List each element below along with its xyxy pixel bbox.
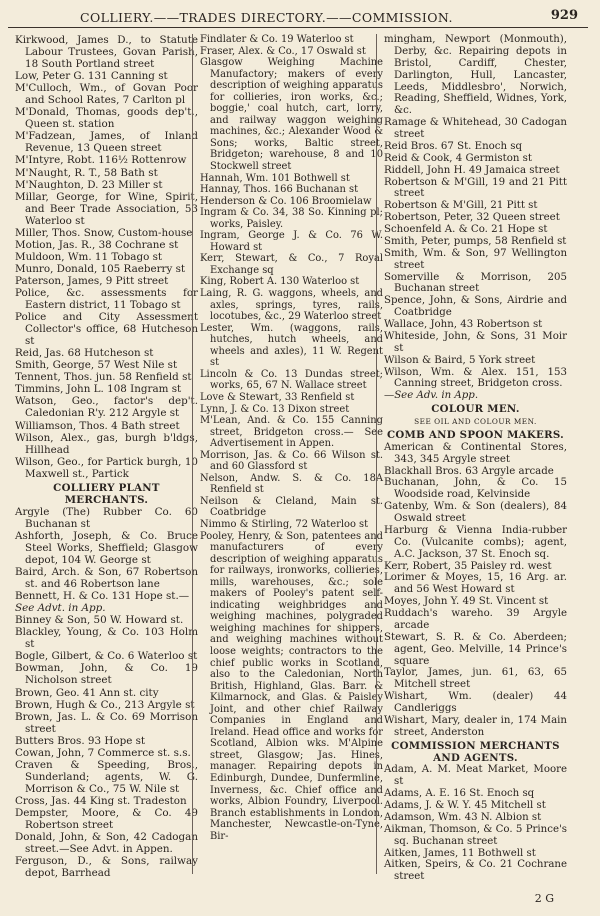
directory-entry: Morrison, Jas. & Co. 66 Wilson st. and 60 Glassford st [200,449,383,473]
directory-entry: M'Naught, R. T., 58 Bath st [15,166,158,179]
directory-entry: Ingram, George J. & Co. 76 W. Howard st [200,230,383,253]
directory-entry: Neilson & Cleland, Main st. Coatbridge [200,495,383,519]
directory-entry: Riddell, John H. 49 Jamaica street [384,164,560,176]
directory-entry: Glasgow Weighing Machine Manufactory; makers of every description of weighing apparatus for collieries, iron works, &c.; boggie,' coal hutch, cart, lorry, and railway waggon weighing machines, &c.; Alexander Wood & Sons; works, Baltic street, Bridgeton; warehouse, 8 and 10 Stockwell street [200,57,383,173]
directory-entry: Bennett, H. & Co. 131 Hope st.— [15,590,190,603]
directory-entry: Whiteside, John, & Sons, 31 Moir st [384,330,567,354]
directory-entry: Robertson & M'Gill, 19 and 21 Pitt street [384,176,567,200]
directory-entry: Donald, John, & Son, 42 Cadogan street.—See Advt. in Appen. [15,831,198,856]
directory-entry: Moyes, John Y. 49 St. Vincent st [384,596,549,608]
directory-entry: Hannah, Wm. 101 Bothwell st [200,172,350,184]
directory-entry: Pooley, Henry, & Son, patentees and manufacturers of every description of weighing apparatus for railways, ironworks, collieries, mills, warehouses, &c.; sole makers of Pooley's patent self-indicating weighbridges and weighing machines, polygraded weighing machines for shippers, and weighing machines without loose weights; contractors to the chief public works in Scotland, also to the Caledonian, North British, Highland, Glas. Barr. & Kilmarnock, and Glas. & Paisley Joint, and other chief Railway Companies in England and Ireland. Head office and works for Scotland, Albion wks. M'Alpine street, Glasgow; Jas. Hines, manager. Repairing depots in Edinburgh, Dundee, Dunfermline, Inverness, &c. Chief office and works, Albion Foundry, Liverpool. Branch establishments in London, Manchester, Newcastle-on-Tyne, Bir- [200,530,383,842]
directory-entry: M'Intyre, Robt. 116½ Rottenrow [15,154,187,167]
directory-entry: Muldoon, Wm. 11 Tobago st [15,250,163,263]
directory-entry: Taylor, James, jun. 61, 63, 65 Mitchell street [384,667,567,691]
directory-entry: Adamson, Wm. 43 N. Albion st [384,811,542,823]
advert-note: See Advt. in App. [15,602,106,615]
cross-reference: SEE OIL AND COLOUR MEN. [414,417,537,426]
section-heading: COLLIERY PLANT MERCHANTS. [53,481,160,506]
directory-entry: Wilson & Baird, 5 York street [384,354,536,366]
directory-entry: Miller, Thos. Snow, Custom-house [15,226,193,239]
directory-entry: Findlater & Co. 19 Waterloo st [200,34,354,45]
directory-entry: Nimmo & Stirling, 72 Waterloo st [200,518,369,530]
directory-entry: Blackley, Young, & Co. 103 Holm st [15,626,198,651]
directory-entry: Somerville & Morrison, 205 Buchanan street [384,271,567,295]
directory-entry: Motion, Jas. R., 38 Cochrane st [15,238,179,251]
directory-entry: Wilson, Alex., gas, burgh b'ldgs, Hillhead [15,431,198,456]
directory-entry: Schoenfeld A. & Co. 21 Hope st [384,224,548,235]
directory-entry: Love & Stewart, 33 Renfield st [200,391,355,403]
directory-entry: Robertson & M'Gill, 21 Pitt st [384,200,538,212]
directory-entry: Cross, Jas. 44 King st. Tradeston [15,794,187,807]
directory-entry: Paterson, James, 9 Pitt street [15,274,169,287]
directory-entry: Munro, Donald, 105 Raeberry st [15,262,186,275]
column-left [15,34,198,879]
directory-entry: Police, &c. assessments for Eastern district, 11 Tobago st [15,286,198,312]
column-middle [200,34,383,842]
directory-entry: Stewart, S. R. & Co. Aberdeen; agent, Geo. Melville, 14 Prince's square [384,631,567,667]
directory-entry: Ferguson, D., & Sons, railway depot, Barrhead [15,855,198,880]
directory-entry: mingham, Newport (Monmouth), Derby, &c. Repairing depots in Bristol, Cardiff, Chester, Darlington, Hull, Lancaster, Leeds, Middlesbro', Norwich, Reading, Sheffield, Widnes, York, &c. [384,34,567,117]
directory-entry: Gatenby, Wm. & Son (dealers), 84 Oswald street [384,501,567,524]
directory-entry: Lincoln & Co. 13 Dundas street; works, 65, 67 N. Wallace street [200,368,383,392]
directory-entry: Brown, Geo. 41 Ann st. city [15,686,159,699]
directory-entry: Buchanan, John, & Co. 15 Woodside road, Kelvinside [384,477,567,501]
directory-entry: Wishart, Mary, dealer in, 174 Main street, Anderston [384,714,567,738]
signature-mark: 2 G [534,892,554,905]
directory-entry: Blackhall Bros. 63 Argyle arcade [384,465,554,477]
directory-entry: Reid & Cook, 4 Germiston st [384,152,532,164]
directory-entry: Bowman, John, & Co. 19 Nicholson street [15,662,198,687]
directory-entry: Millar, George, for Wine, Spirit, and Beer Trade Association, 53 Waterloo st [15,190,198,227]
directory-entry: Smith, Wm. & Son, 97 Wellington street [384,247,567,271]
directory-entry: M'Naughton, D. 23 Miller st [15,178,163,191]
directory-entry: M'Lean, And. & Co. 155 Canning street, Bridgeton cross.— See Advertisement in Appen. [200,415,383,450]
directory-entry: Smith, George, 57 West Nile st [15,359,178,372]
directory-entry: Wallace, John, 43 Robertson st [384,319,543,330]
directory-entry: Aitken, Speirs, & Co. 21 Cochrane street [384,859,567,883]
directory-entry: Robertson, Peter, 32 Queen street [384,212,560,224]
directory-entry: Laing, R. G. waggons, wheels, and axles, springs, tyres, rails, locotubes, &c., 29 Waterloo street [200,288,383,323]
directory-entry: Williamson, Thos. 4 Bath street [15,419,180,432]
directory-entry: Tennent, Thos. jun. 58 Renfield st [15,371,192,384]
directory-entry: American & Continental Stores, 343, 345 Argyle street [384,441,567,465]
directory-entry: Wilson, Wm. & Alex. 151, 153 Canning street, Bridgeton cross. [384,366,567,390]
directory-entry: Wilson, Geo., for Partick burgh, 10 Maxwell st., Partick [15,455,198,480]
section-heading: COLOUR MEN. [431,403,520,416]
directory-entry: M'Fadzean, James, of Inland Revenue, 13 Queen street [15,130,198,155]
section-heading: COMMISSION MERCHANTS AND AGENTS. [391,739,560,764]
column-right [384,34,567,883]
column-divider [376,34,377,874]
directory-entry: Cowan, John, 7 Commerce st. s.s. [15,746,191,759]
directory-entry: King, Robert A. 130 Waterloo st [200,276,360,288]
directory-entry: Brown, Hugh & Co., 213 Argyle st [15,698,195,711]
directory-entry: Adam, A. M. Meat Market, Moore st [384,764,567,788]
directory-entry: Harburg & Vienna India-rubber Co. (Vulcanite combs); agent, A.C. Jackson, 37 St. Enoch sq. [384,524,567,560]
page-number: 929 [550,8,578,23]
directory-entry: Ashforth, Joseph, & Co. Bruce Steel Works, Sheffield; Glasgow depot, 104 W. George st [15,529,198,567]
directory-entry: Lester, Wm. (waggons, rails, hutches, hutch wheels, and wheels and axles), 11 W. Regent st [200,322,383,369]
page-header [0,0,600,26]
directory-entry: Nelson, Andw. S. & Co. 18A Renfield st [200,472,383,496]
directory-entry: Aitken, James, 11 Bothwell st [384,847,536,859]
column-divider [192,34,193,874]
directory-entry: Henderson & Co. 106 Broomielaw [200,195,372,207]
directory-entry: Binney & Son, 50 W. Howard st. [15,614,184,627]
directory-entry: Ruddach's wareho. 39 Argyle arcade [384,608,567,631]
directory-entry: Kerr, Stewart, & Co., 7 Royal Exchange sq [200,253,383,276]
directory-entry: Watson, Geo., factor's dep't. Caledonian R'y. 212 Argyle st [15,395,198,420]
directory-entry: Ingram & Co. 34, 38 So. Kinning pl; works, Paisley. [200,207,383,230]
header-rule [8,27,588,28]
directory-entry: Lorimer & Moyes, 15, 16 Arg. ar. and 56 West Howard st [384,572,567,596]
directory-entry: Kerr, Robert, 35 Paisley rd. west [384,560,552,572]
directory-entry: Hannay, Thos. 166 Buchanan st [200,184,359,196]
directory-entry: Adams, J. & W. Y. 45 Mitchell st [384,800,546,811]
directory-entry: Bogle, Gilbert, & Co. 6 Waterloo st [15,650,198,663]
directory-entry: Dempster, Moore, & Co. 49 Robertson street [15,807,198,832]
directory-entry: Reid, Jas. 68 Hutcheson st [15,347,154,360]
directory-entry: Craven & Speeding, Bros., Sunderland; agents, W. G. Morrison & Co., 75 W. Nile st [15,758,198,795]
directory-entry: Ramage & Whitehead, 30 Cadogan street [384,117,567,140]
directory-entry: Brown, Jas. L. & Co. 69 Morrison street [15,710,198,735]
directory-entry: Reid Bros. 67 St. Enoch sq [384,140,523,152]
advert-note: —See Adv. in App. [384,390,479,402]
directory-entry: Baird, Arch. & Son, 67 Robertson st. and 46 Robertson lane [15,566,198,591]
directory-entry: Argyle (The) Rubber Co. 60 Buchanan st [15,505,198,530]
directory-entry: M'Donald, Thomas, goods dep't., Queen st. station [15,106,198,131]
directory-entry: Kirkwood, James D., to Statute Labour Trustees, Govan Parish, 18 South Portland street [15,34,198,71]
running-title: COLLIERY.——TRADES DIRECTORY.——COMMISSION. [80,10,453,25]
directory-entry: Adams, A. E. 16 St. Enoch sq [384,788,535,800]
directory-entry: Spence, John, & Sons, Airdrie and Coatbridge [384,295,567,319]
directory-entry: M'Culloch, Wm., of Govan Poor and School Rates, 7 Carlton pl [15,82,198,107]
directory-entry: Fraser, Alex. & Co., 17 Oswald st [200,45,366,57]
directory-entry: Smith, Peter, pumps, 58 Renfield st [384,235,567,247]
directory-entry: Police and City Assessment Collector's office, 68 Hutcheson st [15,311,198,348]
directory-entry: Lynn, J. & Co. 13 Dixon street [200,403,350,415]
directory-entry: Low, Peter G. 131 Canning st [15,70,168,83]
directory-entry: Timmins, John L. 108 Ingram st [15,383,182,396]
directory-entry: Wishart, Wm. (dealer) 44 Candleriggs [384,691,567,714]
directory-entry: Aikman, Thomson, & Co. 5 Prince's sq. Buchanan street [384,823,567,847]
section-heading: COMB AND SPOON MAKERS. [386,428,565,441]
directory-entry: Butters Bros. 93 Hope st [15,734,146,747]
